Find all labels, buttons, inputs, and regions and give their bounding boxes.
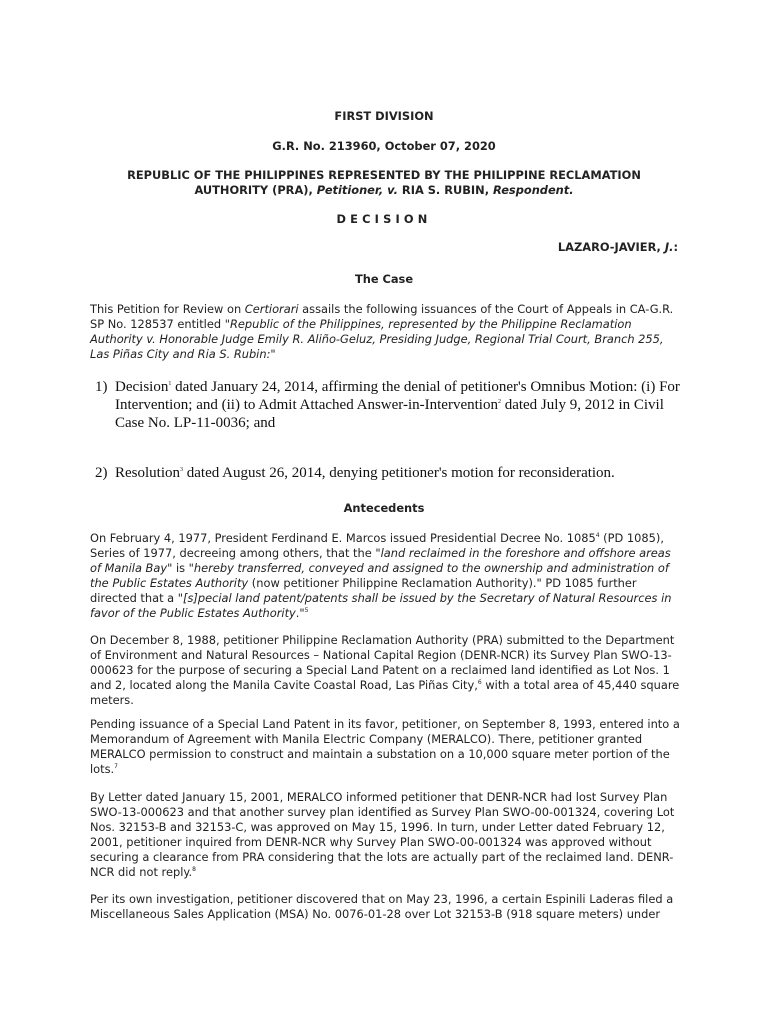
item-text-b: dated August 26, 2014, denying petitioner's motion for reconsideration. bbox=[183, 465, 615, 481]
antecedents-paragraph-3 bbox=[90, 717, 680, 777]
p1-text-a: On February 4, 1977, President Ferdinand E. Marcos issued Presidential Decree No. 1085 bbox=[90, 531, 596, 545]
p4-text-a: By Letter dated January 15, 2001, MERALCO informed petitioner that DENR-NCR had lost Survey Plan SWO-13-000623 and that another survey plan identified as Survey Plan SWO-00-001324, covering Lot Nos. 32153-B and 32153-C, was approved on May 15, 1996. In turn, under Letter dated February 12, 2001, petitioner inquired from DENR-NCR why Survey Plan SWO-00-001324 was approved without securing a clearance from PRA considering that the lots are actually part of the reclaimed land. DENR-NCR did not reply. bbox=[90, 790, 675, 879]
respondent-label: Respondent. bbox=[493, 183, 574, 197]
ponente-j: J. bbox=[664, 240, 674, 254]
p5-text-a: Per its own investigation, petitioner discovered that on May 23, 1996, a certain Espinili Laderas filed a Miscellaneous Sales Application (MSA) No. 0076-01-28 over Lot 32153-B (918 square meters) under bbox=[90, 892, 674, 921]
list-number: 1) bbox=[95, 379, 108, 395]
antecedents-paragraph-2 bbox=[90, 633, 680, 708]
footnote-ref[interactable]: 6 bbox=[477, 679, 482, 687]
intro-text-c: " bbox=[270, 347, 276, 361]
p3-text-a: Pending issuance of a Special Land Patent in its favor, petitioner, on September 8, 1993, entered into a Memorandum of Agreement with Manila Electric Company (MERALCO). There, petitioner granted MERALCO permission to construct and maintain a substation on a 10,000 square meter portion of the lots. bbox=[90, 717, 680, 776]
list-number: 2) bbox=[95, 465, 108, 481]
case-number: G.R. No. 213960, October 07, 2020 bbox=[272, 139, 496, 153]
item-text-b: dated January 24, 2014, affirming the denial of petitioner's Omnibus Motion: (i) For Intervention; and (ii) to Admit Attached Answer-in-Intervention bbox=[115, 379, 680, 413]
intro-case-title: Republic of the Philippines, represented by the Philippine Reclamation Authority v. Honorable Judge Emily R. Aliño-Geluz, Presiding Judge, Regional Trial Court, Branch 255, Las Piñas City and Ria S. Rubin: bbox=[90, 317, 664, 361]
footnote-ref[interactable]: 8 bbox=[192, 866, 196, 874]
intro-text-a: This Petition for Review on bbox=[90, 302, 245, 316]
ponente-name: LAZARO-JAVIER, bbox=[557, 240, 665, 254]
issuance-list-item bbox=[95, 378, 685, 432]
p1-text-c: " is " bbox=[167, 561, 194, 575]
petitioner-label: Petitioner, v. bbox=[316, 183, 398, 197]
p1-text-e: ." bbox=[295, 606, 305, 620]
antecedents-paragraph-5 bbox=[90, 892, 680, 922]
footnote-ref[interactable]: 4 bbox=[595, 532, 600, 540]
antecedents-paragraph-4 bbox=[90, 790, 680, 880]
antecedents-heading: Antecedents bbox=[343, 501, 425, 515]
p1-quote-2: hereby transferred, conveyed and assigned to the ownership and administration of the Public Estates Authority bbox=[90, 561, 669, 590]
intro-text-b: assails the following issuances of the Court of Appeals in CA-G.R. SP No. 128537 entitled " bbox=[90, 302, 674, 331]
p1-text-d: (now petitioner Philippine Reclamation Authority)." PD 1085 further directed that a " bbox=[90, 576, 637, 605]
p2-text-a: On December 8, 1988, petitioner Philippine Reclamation Authority (PRA) submitted to the Department of Environment and Natural Resources – National Capital Region (DENR-NCR) its Survey Plan SWO-13-000623 for the purpose of securing a Special Land Patent on a reclaimed land identified as Lot Nos. 1 and 2, located along the Manila Cavite Coastal Road, Las Piñas City, bbox=[90, 633, 675, 692]
ponente-colon: : bbox=[673, 240, 678, 254]
footnote-ref[interactable]: 1 bbox=[168, 381, 172, 387]
p1-text-b: (PD 1085), Series of 1977, decreeing among others, that the " bbox=[90, 531, 664, 560]
division-heading: FIRST DIVISION bbox=[334, 109, 434, 123]
footnote-ref[interactable]: 5 bbox=[304, 607, 309, 615]
item-text-a: Decision bbox=[115, 379, 169, 395]
footnote-ref[interactable]: 7 bbox=[114, 763, 118, 771]
item-text-a: Resolution bbox=[115, 465, 181, 481]
ponente bbox=[558, 240, 678, 255]
footnote-ref[interactable]: 3 bbox=[180, 467, 184, 473]
decision-heading: DECISION bbox=[336, 212, 432, 226]
p1-quote-1: land reclaimed in the foreshore and offshore areas of Manila Bay bbox=[90, 546, 671, 575]
issuance-list-item bbox=[95, 464, 685, 482]
parties-line2-a: AUTHORITY (PRA), bbox=[194, 183, 317, 197]
case-parties bbox=[90, 168, 678, 198]
case-intro-paragraph bbox=[90, 302, 680, 362]
intro-certiorari: Certiorari bbox=[244, 302, 299, 316]
footnote-ref[interactable]: 2 bbox=[497, 399, 501, 405]
parties-line1: REPUBLIC OF THE PHILIPPINES REPRESENTED BY THE PHILIPPINE RECLAMATION bbox=[127, 168, 641, 182]
case-section-heading: The Case bbox=[354, 272, 414, 286]
p2-text-b: with a total area of 45,440 square meters. bbox=[90, 678, 680, 707]
item-text-c: dated July 9, 2012 in Civil Case No. LP-11-0036; and bbox=[115, 397, 664, 431]
p1-quote-3: [s]pecial land patent/patents shall be issued by the Secretary of Natural Resources in favor of the Public Estates Authority bbox=[90, 591, 672, 620]
parties-line2-b: RIA S. RUBIN, bbox=[397, 183, 493, 197]
antecedents-paragraph-1 bbox=[90, 531, 680, 621]
